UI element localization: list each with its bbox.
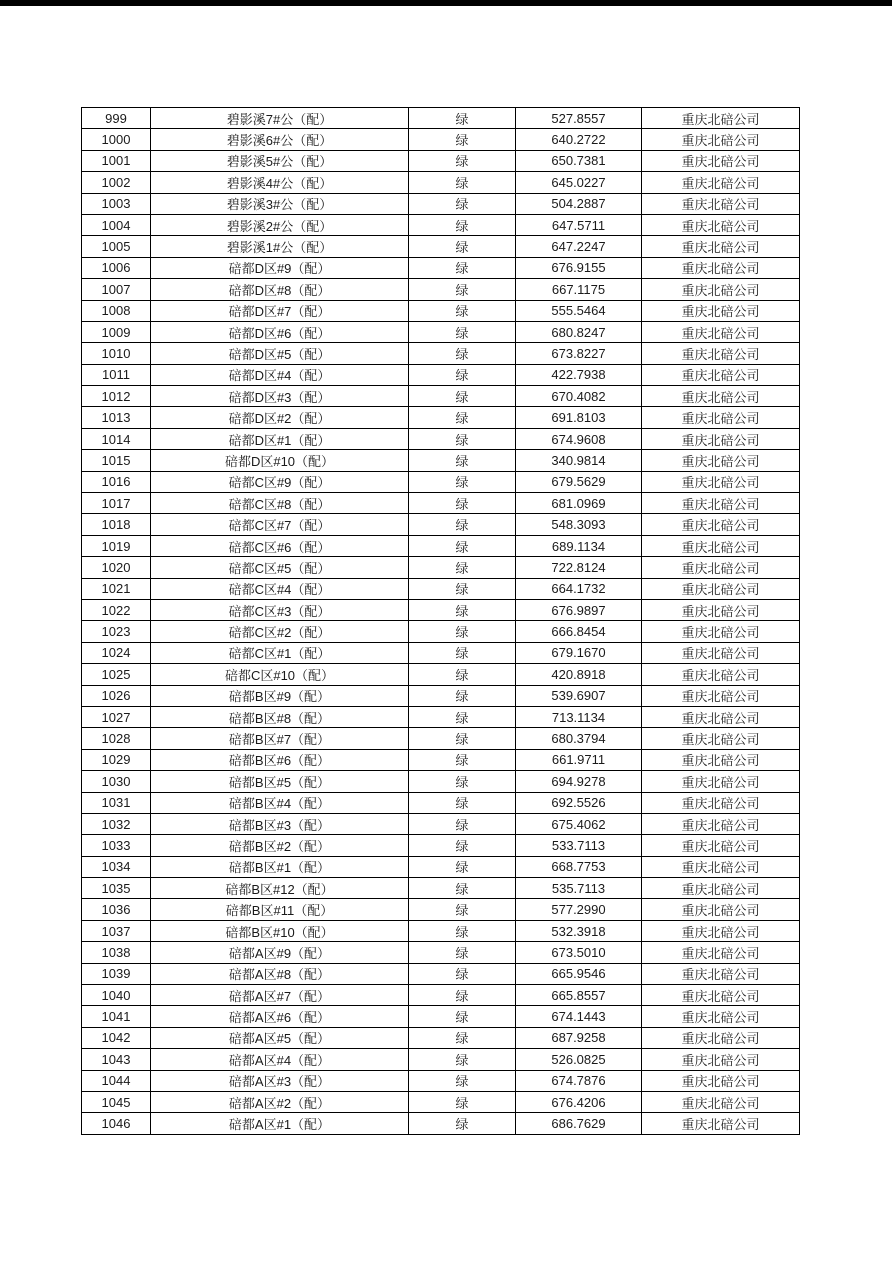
cell-id: 1022	[82, 599, 151, 620]
cell-id: 1024	[82, 642, 151, 663]
table-row	[82, 1091, 800, 1112]
cell-id: 1032	[82, 813, 151, 834]
table-row	[82, 1006, 800, 1027]
table-row	[82, 942, 800, 963]
cell-status: 绿	[409, 279, 516, 300]
cell-company: 重庆北碚公司	[642, 642, 800, 663]
table-row	[82, 321, 800, 342]
table-row	[82, 172, 800, 193]
table-row	[82, 428, 800, 449]
cell-name: 碚都B区#2（配）	[151, 835, 409, 856]
cell-value: 665.9546	[516, 963, 642, 984]
cell-id: 1046	[82, 1113, 151, 1134]
cell-id: 1011	[82, 364, 151, 385]
cell-company: 重庆北碚公司	[642, 150, 800, 171]
cell-value: 674.7876	[516, 1070, 642, 1091]
cell-name: 碚都B区#12（配）	[151, 878, 409, 899]
cell-status: 绿	[409, 642, 516, 663]
cell-company: 重庆北碚公司	[642, 856, 800, 877]
table-row	[82, 557, 800, 578]
cell-value: 667.1175	[516, 279, 642, 300]
cell-value: 691.8103	[516, 407, 642, 428]
cell-name: 碚都B区#6（配）	[151, 749, 409, 770]
cell-value: 681.0969	[516, 493, 642, 514]
cell-status: 绿	[409, 150, 516, 171]
cell-status: 绿	[409, 749, 516, 770]
cell-value: 670.4082	[516, 386, 642, 407]
table-row	[82, 621, 800, 642]
cell-company: 重庆北碚公司	[642, 942, 800, 963]
cell-id: 1020	[82, 557, 151, 578]
cell-id: 1028	[82, 728, 151, 749]
cell-name: 碚都D区#4（配）	[151, 364, 409, 385]
cell-company: 重庆北碚公司	[642, 172, 800, 193]
cell-value: 422.7938	[516, 364, 642, 385]
cell-value: 689.1134	[516, 535, 642, 556]
cell-id: 1001	[82, 150, 151, 171]
table-row	[82, 813, 800, 834]
cell-value: 539.6907	[516, 685, 642, 706]
cell-company: 重庆北碚公司	[642, 108, 800, 129]
cell-status: 绿	[409, 257, 516, 278]
cell-company: 重庆北碚公司	[642, 471, 800, 492]
cell-company: 重庆北碚公司	[642, 236, 800, 257]
cell-name: 碚都B区#10（配）	[151, 920, 409, 941]
cell-id: 1041	[82, 1006, 151, 1027]
cell-id: 1018	[82, 514, 151, 535]
cell-status: 绿	[409, 386, 516, 407]
cell-value: 647.5711	[516, 214, 642, 235]
cell-status: 绿	[409, 321, 516, 342]
cell-status: 绿	[409, 599, 516, 620]
cell-value: 526.0825	[516, 1049, 642, 1070]
cell-id: 1044	[82, 1070, 151, 1091]
table-row	[82, 386, 800, 407]
cell-status: 绿	[409, 813, 516, 834]
cell-name: 碧影溪2#公（配）	[151, 214, 409, 235]
cell-value: 532.3918	[516, 920, 642, 941]
cell-status: 绿	[409, 792, 516, 813]
cell-id: 1042	[82, 1027, 151, 1048]
cell-id: 1003	[82, 193, 151, 214]
cell-name: 碧影溪4#公（配）	[151, 172, 409, 193]
cell-status: 绿	[409, 920, 516, 941]
cell-status: 绿	[409, 407, 516, 428]
cell-status: 绿	[409, 364, 516, 385]
cell-status: 绿	[409, 214, 516, 235]
cell-name: 碚都B区#7（配）	[151, 728, 409, 749]
cell-status: 绿	[409, 621, 516, 642]
cell-value: 650.7381	[516, 150, 642, 171]
cell-status: 绿	[409, 706, 516, 727]
cell-status: 绿	[409, 428, 516, 449]
cell-name: 碚都D区#7（配）	[151, 300, 409, 321]
cell-name: 碚都D区#3（配）	[151, 386, 409, 407]
cell-status: 绿	[409, 1113, 516, 1134]
cell-status: 绿	[409, 493, 516, 514]
table-row	[82, 493, 800, 514]
table-row	[82, 963, 800, 984]
table-row	[82, 279, 800, 300]
cell-id: 1000	[82, 129, 151, 150]
table-row	[82, 899, 800, 920]
cell-value: 661.9711	[516, 749, 642, 770]
cell-id: 1025	[82, 664, 151, 685]
cell-name: 碚都D区#5（配）	[151, 343, 409, 364]
table-row	[82, 1049, 800, 1070]
cell-company: 重庆北碚公司	[642, 321, 800, 342]
cell-status: 绿	[409, 985, 516, 1006]
cell-name: 碚都D区#1（配）	[151, 428, 409, 449]
table-row	[82, 450, 800, 471]
cell-value: 673.5010	[516, 942, 642, 963]
cell-value: 686.7629	[516, 1113, 642, 1134]
cell-id: 1045	[82, 1091, 151, 1112]
cell-id: 1026	[82, 685, 151, 706]
table-row	[82, 728, 800, 749]
cell-company: 重庆北碚公司	[642, 578, 800, 599]
cell-name: 碚都A区#7（配）	[151, 985, 409, 1006]
cell-value: 647.2247	[516, 236, 642, 257]
cell-id: 1033	[82, 835, 151, 856]
cell-company: 重庆北碚公司	[642, 664, 800, 685]
table-row	[82, 792, 800, 813]
table-row	[82, 749, 800, 770]
cell-id: 1005	[82, 236, 151, 257]
cell-id: 1036	[82, 899, 151, 920]
cell-company: 重庆北碚公司	[642, 214, 800, 235]
cell-name: 碚都B区#8（配）	[151, 706, 409, 727]
cell-value: 676.4206	[516, 1091, 642, 1112]
cell-name: 碚都C区#9（配）	[151, 471, 409, 492]
table-row	[82, 1027, 800, 1048]
cell-id: 1015	[82, 450, 151, 471]
table-row	[82, 150, 800, 171]
cell-name: 碚都C区#4（配）	[151, 578, 409, 599]
table-row	[82, 343, 800, 364]
cell-value: 533.7113	[516, 835, 642, 856]
cell-company: 重庆北碚公司	[642, 257, 800, 278]
table-row	[82, 129, 800, 150]
cell-name: 碚都D区#8（配）	[151, 279, 409, 300]
cell-value: 504.2887	[516, 193, 642, 214]
cell-value: 640.2722	[516, 129, 642, 150]
cell-status: 绿	[409, 343, 516, 364]
cell-name: 碚都C区#5（配）	[151, 557, 409, 578]
cell-name: 碚都C区#6（配）	[151, 535, 409, 556]
cell-status: 绿	[409, 1027, 516, 1048]
cell-company: 重庆北碚公司	[642, 1070, 800, 1091]
cell-id: 1019	[82, 535, 151, 556]
cell-name: 碚都A区#2（配）	[151, 1091, 409, 1112]
cell-status: 绿	[409, 664, 516, 685]
table-row	[82, 920, 800, 941]
cell-status: 绿	[409, 450, 516, 471]
cell-company: 重庆北碚公司	[642, 557, 800, 578]
cell-id: 1002	[82, 172, 151, 193]
cell-company: 重庆北碚公司	[642, 1006, 800, 1027]
table-row	[82, 985, 800, 1006]
table-row	[82, 642, 800, 663]
cell-name: 碧影溪7#公（配）	[151, 108, 409, 129]
table-row	[82, 685, 800, 706]
cell-name: 碚都A区#4（配）	[151, 1049, 409, 1070]
cell-value: 665.8557	[516, 985, 642, 1006]
cell-value: 680.3794	[516, 728, 642, 749]
cell-value: 527.8557	[516, 108, 642, 129]
cell-id: 1007	[82, 279, 151, 300]
cell-company: 重庆北碚公司	[642, 963, 800, 984]
cell-value: 713.1134	[516, 706, 642, 727]
cell-company: 重庆北碚公司	[642, 193, 800, 214]
cell-status: 绿	[409, 236, 516, 257]
cell-status: 绿	[409, 578, 516, 599]
cell-value: 722.8124	[516, 557, 642, 578]
cell-name: 碚都B区#5（配）	[151, 771, 409, 792]
cell-name: 碚都C区#7（配）	[151, 514, 409, 535]
cell-company: 重庆北碚公司	[642, 813, 800, 834]
cell-value: 577.2990	[516, 899, 642, 920]
table-row	[82, 878, 800, 899]
table-row	[82, 407, 800, 428]
table-row	[82, 535, 800, 556]
cell-company: 重庆北碚公司	[642, 450, 800, 471]
cell-value: 535.7113	[516, 878, 642, 899]
cell-status: 绿	[409, 108, 516, 129]
cell-name: 碧影溪3#公（配）	[151, 193, 409, 214]
cell-id: 1030	[82, 771, 151, 792]
cell-value: 675.4062	[516, 813, 642, 834]
table-row	[82, 856, 800, 877]
cell-id: 1038	[82, 942, 151, 963]
cell-status: 绿	[409, 856, 516, 877]
cell-name: 碚都A区#8（配）	[151, 963, 409, 984]
cell-status: 绿	[409, 193, 516, 214]
cell-value: 680.8247	[516, 321, 642, 342]
cell-status: 绿	[409, 771, 516, 792]
cell-status: 绿	[409, 728, 516, 749]
cell-value: 664.1732	[516, 578, 642, 599]
cell-company: 重庆北碚公司	[642, 749, 800, 770]
cell-id: 1009	[82, 321, 151, 342]
cell-value: 674.9608	[516, 428, 642, 449]
cell-name: 碚都D区#2（配）	[151, 407, 409, 428]
cell-company: 重庆北碚公司	[642, 878, 800, 899]
cell-name: 碚都B区#1（配）	[151, 856, 409, 877]
cell-name: 碚都D区#10（配）	[151, 450, 409, 471]
table-row	[82, 108, 800, 129]
cell-status: 绿	[409, 963, 516, 984]
cell-value: 668.7753	[516, 856, 642, 877]
cell-id: 1016	[82, 471, 151, 492]
cell-id: 999	[82, 108, 151, 129]
cell-company: 重庆北碚公司	[642, 985, 800, 1006]
cell-company: 重庆北碚公司	[642, 899, 800, 920]
cell-status: 绿	[409, 878, 516, 899]
table-row	[82, 1070, 800, 1091]
cell-id: 1031	[82, 792, 151, 813]
cell-status: 绿	[409, 1006, 516, 1027]
cell-name: 碚都A区#1（配）	[151, 1113, 409, 1134]
cell-id: 1035	[82, 878, 151, 899]
cell-company: 重庆北碚公司	[642, 599, 800, 620]
cell-company: 重庆北碚公司	[642, 685, 800, 706]
cell-name: 碚都C区#1（配）	[151, 642, 409, 663]
cell-status: 绿	[409, 129, 516, 150]
table-row	[82, 706, 800, 727]
cell-status: 绿	[409, 300, 516, 321]
cell-name: 碚都A区#5（配）	[151, 1027, 409, 1048]
cell-company: 重庆北碚公司	[642, 1113, 800, 1134]
cell-name: 碧影溪6#公（配）	[151, 129, 409, 150]
cell-name: 碚都C区#8（配）	[151, 493, 409, 514]
table-row	[82, 236, 800, 257]
cell-value: 692.5526	[516, 792, 642, 813]
cell-id: 1043	[82, 1049, 151, 1070]
cell-id: 1012	[82, 386, 151, 407]
cell-status: 绿	[409, 942, 516, 963]
cell-name: 碚都B区#4（配）	[151, 792, 409, 813]
cell-company: 重庆北碚公司	[642, 920, 800, 941]
cell-status: 绿	[409, 899, 516, 920]
cell-company: 重庆北碚公司	[642, 1049, 800, 1070]
table-row	[82, 664, 800, 685]
table-row	[82, 364, 800, 385]
table-row	[82, 193, 800, 214]
cell-value: 673.8227	[516, 343, 642, 364]
cell-id: 1014	[82, 428, 151, 449]
cell-value: 694.9278	[516, 771, 642, 792]
cell-value: 555.5464	[516, 300, 642, 321]
cell-company: 重庆北碚公司	[642, 1091, 800, 1112]
cell-company: 重庆北碚公司	[642, 129, 800, 150]
cell-status: 绿	[409, 1049, 516, 1070]
table-row	[82, 1113, 800, 1134]
cell-company: 重庆北碚公司	[642, 428, 800, 449]
cell-name: 碚都A区#9（配）	[151, 942, 409, 963]
cell-name: 碚都B区#9（配）	[151, 685, 409, 706]
cell-value: 687.9258	[516, 1027, 642, 1048]
cell-id: 1010	[82, 343, 151, 364]
cell-name: 碚都C区#10（配）	[151, 664, 409, 685]
data-table-container	[81, 107, 800, 1135]
cell-value: 340.9814	[516, 450, 642, 471]
cell-id: 1027	[82, 706, 151, 727]
table-row	[82, 599, 800, 620]
table-row	[82, 771, 800, 792]
cell-value: 548.3093	[516, 514, 642, 535]
cell-company: 重庆北碚公司	[642, 835, 800, 856]
table-row	[82, 471, 800, 492]
data-table	[81, 107, 800, 1135]
cell-id: 1008	[82, 300, 151, 321]
cell-name: 碚都A区#3（配）	[151, 1070, 409, 1091]
cell-name: 碚都A区#6（配）	[151, 1006, 409, 1027]
cell-name: 碚都D区#6（配）	[151, 321, 409, 342]
cell-company: 重庆北碚公司	[642, 407, 800, 428]
cell-company: 重庆北碚公司	[642, 728, 800, 749]
table-row	[82, 514, 800, 535]
table-body	[82, 108, 800, 1135]
cell-status: 绿	[409, 557, 516, 578]
cell-company: 重庆北碚公司	[642, 493, 800, 514]
cell-company: 重庆北碚公司	[642, 386, 800, 407]
cell-id: 1040	[82, 985, 151, 1006]
cell-name: 碧影溪5#公（配）	[151, 150, 409, 171]
cell-name: 碚都D区#9（配）	[151, 257, 409, 278]
cell-status: 绿	[409, 685, 516, 706]
cell-company: 重庆北碚公司	[642, 514, 800, 535]
cell-name: 碧影溪1#公（配）	[151, 236, 409, 257]
cell-value: 645.0227	[516, 172, 642, 193]
cell-value: 674.1443	[516, 1006, 642, 1027]
table-row	[82, 578, 800, 599]
cell-id: 1037	[82, 920, 151, 941]
cell-id: 1039	[82, 963, 151, 984]
cell-name: 碚都B区#11（配）	[151, 899, 409, 920]
table-row	[82, 835, 800, 856]
cell-id: 1023	[82, 621, 151, 642]
cell-company: 重庆北碚公司	[642, 1027, 800, 1048]
cell-company: 重庆北碚公司	[642, 343, 800, 364]
cell-id: 1029	[82, 749, 151, 770]
cell-company: 重庆北碚公司	[642, 706, 800, 727]
cell-status: 绿	[409, 514, 516, 535]
table-row	[82, 214, 800, 235]
cell-value: 676.9155	[516, 257, 642, 278]
cell-company: 重庆北碚公司	[642, 621, 800, 642]
cell-id: 1021	[82, 578, 151, 599]
cell-name: 碚都B区#3（配）	[151, 813, 409, 834]
cell-status: 绿	[409, 835, 516, 856]
cell-company: 重庆北碚公司	[642, 279, 800, 300]
cell-value: 676.9897	[516, 599, 642, 620]
cell-company: 重庆北碚公司	[642, 792, 800, 813]
cell-company: 重庆北碚公司	[642, 771, 800, 792]
cell-company: 重庆北碚公司	[642, 535, 800, 556]
cell-status: 绿	[409, 535, 516, 556]
table-row	[82, 257, 800, 278]
cell-id: 1006	[82, 257, 151, 278]
cell-id: 1004	[82, 214, 151, 235]
cell-company: 重庆北碚公司	[642, 364, 800, 385]
window-top-edge	[0, 0, 892, 6]
cell-status: 绿	[409, 172, 516, 193]
cell-value: 679.5629	[516, 471, 642, 492]
table-row	[82, 300, 800, 321]
cell-value: 666.8454	[516, 621, 642, 642]
cell-company: 重庆北碚公司	[642, 300, 800, 321]
cell-id: 1034	[82, 856, 151, 877]
cell-value: 679.1670	[516, 642, 642, 663]
cell-id: 1017	[82, 493, 151, 514]
cell-status: 绿	[409, 1070, 516, 1091]
cell-name: 碚都C区#3（配）	[151, 599, 409, 620]
cell-id: 1013	[82, 407, 151, 428]
cell-name: 碚都C区#2（配）	[151, 621, 409, 642]
cell-value: 420.8918	[516, 664, 642, 685]
cell-status: 绿	[409, 471, 516, 492]
cell-status: 绿	[409, 1091, 516, 1112]
